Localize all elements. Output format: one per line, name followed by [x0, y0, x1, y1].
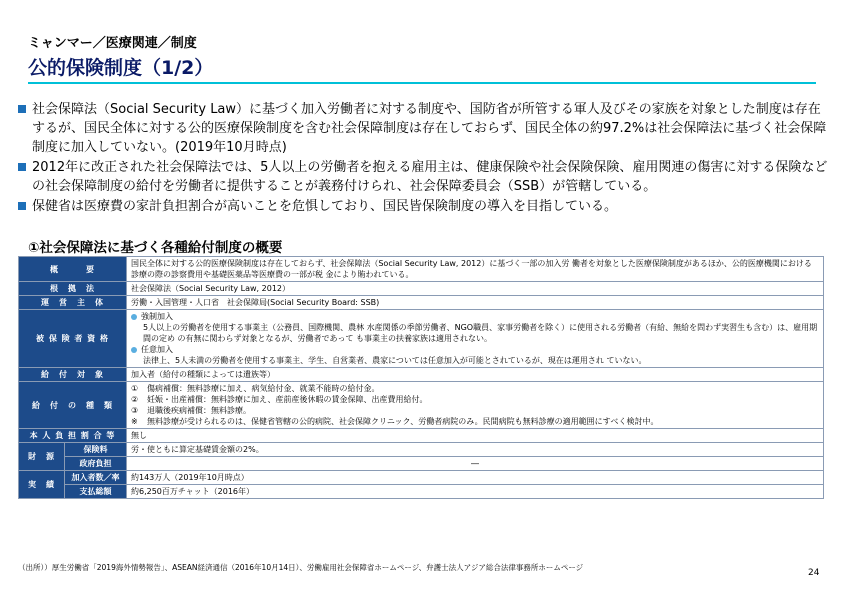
bullet-item — [16, 100, 828, 157]
table-cell: 労・使ともに算定基礎賃金額の2%。 — [127, 443, 824, 457]
row-subheader: 支払総額 — [65, 485, 127, 499]
section-title: ①社会保障法に基づく各種給付制度の概要 — [28, 240, 283, 256]
mandatory-title: 強制加入 — [141, 312, 173, 321]
table-row — [19, 310, 824, 368]
table-cell — [127, 382, 824, 429]
row-header: 運 営 主 体 — [19, 296, 127, 310]
table-row — [19, 457, 824, 471]
mandatory-text: 5人以上の労働者を使用する事業主（公務員、国際機関、農林 水産関係の季節労働者、NGO職員、家事労働者を除く）に使用される労働者（有給、無給を問わず実習生も含む）は、雇用期間の定め の有無に関わらず対象となるが、労働者であって も事業主の扶養家族は適用されない。 — [143, 323, 818, 343]
table-row — [19, 257, 824, 282]
row-subheader: 政府負担 — [65, 457, 127, 471]
table-row — [19, 282, 824, 296]
square-bullet-icon — [18, 105, 26, 113]
table-row — [19, 485, 824, 499]
table-cell: 約6,250百万チャット（2016年） — [127, 485, 824, 499]
benefit-item: ※ 無料診療が受けられるのは、保健省管轄の公的病院、社会保障クリニック、労働者病院のみ。民間病院も無料診療の適用範囲にすべく検討中。 — [131, 417, 659, 426]
row-header: 概 要 — [19, 257, 127, 282]
square-bullet-icon — [18, 202, 26, 210]
benefit-item: ① 傷病補償：無料診療に加え、病気給付金、就業不能時の給付金。 — [131, 384, 380, 393]
table-row — [19, 429, 824, 443]
circle-bullet-icon — [131, 347, 137, 353]
row-header: 被 保 険 者 資 格 — [19, 310, 127, 368]
table-row — [19, 296, 824, 310]
bullet-item — [16, 197, 828, 216]
row-header: 根 拠 法 — [19, 282, 127, 296]
table-cell: 労働・入国管理・人口省 社会保障局(Social Security Board: SSB) — [127, 296, 824, 310]
bullet-item — [16, 158, 828, 196]
bullet-text: 2012年に改正された社会保障法では、5人以上の労働者を抱える雇用主は、健康保険や社会保険保険、雇用関連の傷害に対する保険などの社会保障制度の給付を労働者に提供することが義務付けられ、社会保障委員会（SSB）が管轄している。 — [32, 160, 828, 194]
row-header: 本 人 負 担 割 合 等 — [19, 429, 127, 443]
row-subheader: 加入者数／率 — [65, 471, 127, 485]
table-cell: 社会保障法（Social Security Law, 2012） — [127, 282, 824, 296]
table-cell: 加入者（給付の種類によっては遺族等） — [127, 368, 824, 382]
table-row — [19, 382, 824, 429]
table-cell: 無し — [127, 429, 824, 443]
table-row — [19, 443, 824, 457]
row-header: 給 付 対 象 — [19, 368, 127, 382]
table-cell: 国民全体に対する公的医療保険制度は存在しておらず、社会保障法（Social Security Law, 2012）に基づく一部の加入労 働者を対象とした医療保険制度があるほか、公的医療機関における診療の際の診察費用や基礎医薬品等医療費の一部が税 金により賄われている。 — [127, 257, 824, 282]
benefit-item: ③ 退職後疾病補償：無料診療。 — [131, 406, 251, 415]
page-number: 24 — [808, 568, 820, 578]
voluntary-text: 法律上、5人未満の労働者を使用する事業主、学生、自営業者、農家については任意加入が可能とされているが、現在は運用され ていない。 — [143, 356, 647, 365]
table-cell: ― — [127, 457, 824, 471]
table-cell: 約143万人（2019年10月時点） — [127, 471, 824, 485]
voluntary-title: 任意加入 — [141, 345, 173, 354]
breadcrumb: ミャンマー／医療関連／制度 — [28, 36, 197, 51]
table-row — [19, 471, 824, 485]
table-row — [19, 368, 824, 382]
bullet-list — [16, 100, 828, 217]
bullet-text: 社会保障法（Social Security Law）に基づく加入労働者に対する制度や、国防省が所管する軍人及びその家族を対象とした制度は存在するが、国民全体に対する公的医療保険制度を含む社会保障制度は存在しておらず、国民全体の約97.2%は社会保障法に基づく社会保障制度に加入していない。(2019年10月時点) — [32, 102, 827, 155]
title-underline — [28, 82, 816, 84]
circle-bullet-icon — [131, 314, 137, 320]
benefits-table — [18, 256, 824, 499]
row-header: 実 績 — [19, 471, 65, 499]
row-header: 財 源 — [19, 443, 65, 471]
bullet-text: 保健省は医療費の家計負担割合が高いことを危惧しており、国民皆保険制度の導入を目指している。 — [32, 199, 618, 214]
square-bullet-icon — [18, 163, 26, 171]
source-note: （出所））厚生労働省「2019海外情勢報告」、ASEAN経済通信（2016年10月14日）、労働雇用社会保障省ホームページ、弁護士法人アジア総合法律事務所ホームページ — [18, 563, 584, 572]
benefit-item: ② 妊娠・出産補償：無料診療に加え、産前産後休暇の賃金保障、出産費用給付。 — [131, 395, 428, 404]
row-header: 給 付 の 種 類 — [19, 382, 127, 429]
table-cell — [127, 310, 824, 368]
row-subheader: 保険料 — [65, 443, 127, 457]
page-title: 公的保険制度（1/2） — [28, 57, 214, 79]
